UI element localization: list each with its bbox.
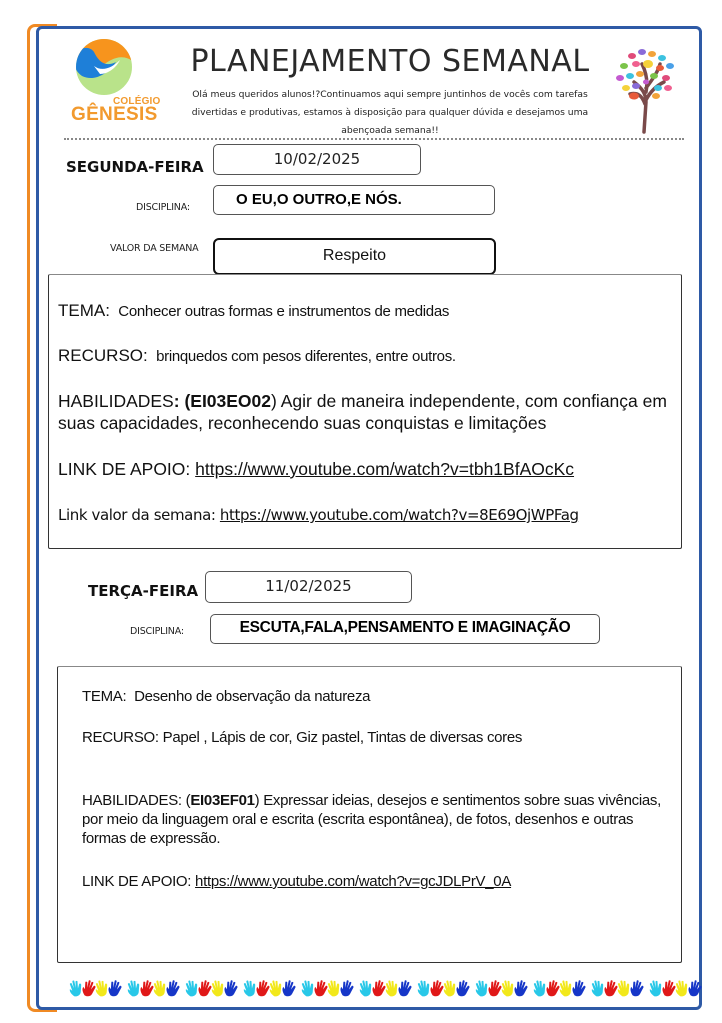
monday-support-link-row: [58, 459, 574, 480]
tuesday-date-field: 11/02/2025: [205, 571, 412, 603]
hand-icon: [685, 979, 703, 1000]
logo-colegio-text: COLÉGIO: [113, 96, 161, 107]
hand-group: [590, 980, 644, 998]
greeting-line: Olá meus queridos alunos!?Continuamos aqui sempre juntinhos de vocês com tarefas: [192, 89, 588, 100]
hands-border-decoration: [68, 980, 702, 998]
recurso-text: brinquedos com pesos diferentes, entre outros.: [156, 348, 456, 365]
habilidades-text: ) Expressar ideias, desejos e sentimentos sobre suas vivências, por meio da linguagem oral e escrita (escrita espontânea), de fotos, desenhos e outras formas de expressão.: [82, 792, 661, 847]
habilidades-label: HABILIDADES: [58, 391, 174, 411]
value-link[interactable]: https://www.youtube.com/watch?v=8E69OjWPFag: [219, 506, 579, 524]
hand-icon: [279, 979, 297, 1000]
tuesday-day-label: TERÇA-FEIRA: [88, 582, 199, 600]
hand-group: [126, 980, 180, 998]
recurso-label: RECURSO:: [58, 346, 148, 365]
monday-discipline-field: O EU,O OUTRO,E NÓS.: [213, 185, 495, 215]
habilidades-code: EI03EF01: [190, 792, 255, 809]
habilidades-label: HABILIDADES: (: [82, 792, 191, 809]
hand-icon: [627, 979, 645, 1000]
greeting-line: divertidas e produtivas, estamos à disposição para qualquer dúvida e desejamos uma: [191, 107, 589, 118]
school-logo: [66, 38, 161, 128]
tuesday-recurso: [82, 729, 522, 746]
hand-icon: [163, 979, 181, 1000]
hand-group: [300, 980, 354, 998]
recurso-label: RECURSO:: [82, 729, 159, 746]
hand-icon: [569, 979, 587, 1000]
page-title: PLANEJAMENTO SEMANAL: [190, 44, 590, 79]
logo-emblem-icon: [72, 38, 136, 96]
monday-recurso: [58, 346, 456, 366]
hand-group: [648, 980, 702, 998]
hand-group: [474, 980, 528, 998]
tuesday-habilidades: [82, 791, 672, 848]
tuesday-support-link-row: [82, 873, 511, 890]
tema-text: Desenho de observação da natureza: [134, 688, 371, 705]
greeting-line: abençoada semana!!: [341, 125, 439, 136]
hand-icon: [511, 979, 529, 1000]
support-link[interactable]: https://www.youtube.com/watch?v=tbh1BfAOcKc: [195, 459, 575, 479]
monday-habilidades: [58, 390, 673, 434]
monday-day-label: SEGUNDA-FEIRA: [66, 158, 204, 176]
hand-icon: [453, 979, 471, 1000]
monday-discipline-label: DISCIPLINA:: [136, 202, 190, 213]
hand-icon: [221, 979, 239, 1000]
colorful-tree-icon: [612, 42, 678, 134]
habilidades-code: (EI03EO02: [184, 391, 272, 411]
hand-group: [68, 980, 122, 998]
monday-value-link-row: [58, 506, 579, 524]
support-link-label: LINK DE APOIO:: [82, 873, 192, 890]
tuesday-tema: [82, 688, 370, 705]
value-link-label: Link valor da semana:: [58, 506, 216, 524]
hand-group: [416, 980, 470, 998]
monday-tema: [58, 301, 449, 321]
tema-text: Conhecer outras formas e instrumentos de medidas: [118, 303, 450, 320]
monday-date-field: 10/02/2025: [213, 144, 421, 175]
value-of-week-field: Respeito: [213, 238, 496, 275]
support-link-label: LINK DE APOIO:: [58, 459, 191, 479]
value-of-week-label: VALOR DA SEMANA: [110, 243, 199, 254]
hand-icon: [105, 979, 123, 1000]
recurso-text: Papel , Lápis de cor, Giz pastel, Tintas de diversas cores: [162, 729, 523, 746]
tuesday-discipline-label: DISCIPLINA:: [130, 626, 184, 637]
support-link[interactable]: https://www.youtube.com/watch?v=gcJDLPrV_0A: [195, 873, 512, 890]
hand-icon: [395, 979, 413, 1000]
hand-icon: [337, 979, 355, 1000]
header-divider: [64, 138, 684, 140]
greeting-message: [175, 86, 605, 140]
tema-label: TEMA:: [58, 301, 110, 320]
habilidades-text: ) Agir de maneira independente, com confiança em suas capacidades, reconhecendo suas conquistas e limitações: [58, 391, 667, 433]
habilidades-colon: :: [173, 391, 180, 411]
hand-group: [184, 980, 238, 998]
hand-group: [532, 980, 586, 998]
logo-school-name: GÊNESIS: [71, 104, 158, 125]
tema-label: TEMA:: [82, 688, 127, 705]
hand-group: [358, 980, 412, 998]
hand-group: [242, 980, 296, 998]
tuesday-discipline-field: ESCUTA,FALA,PENSAMENTO E IMAGINAÇÃO: [210, 614, 600, 644]
